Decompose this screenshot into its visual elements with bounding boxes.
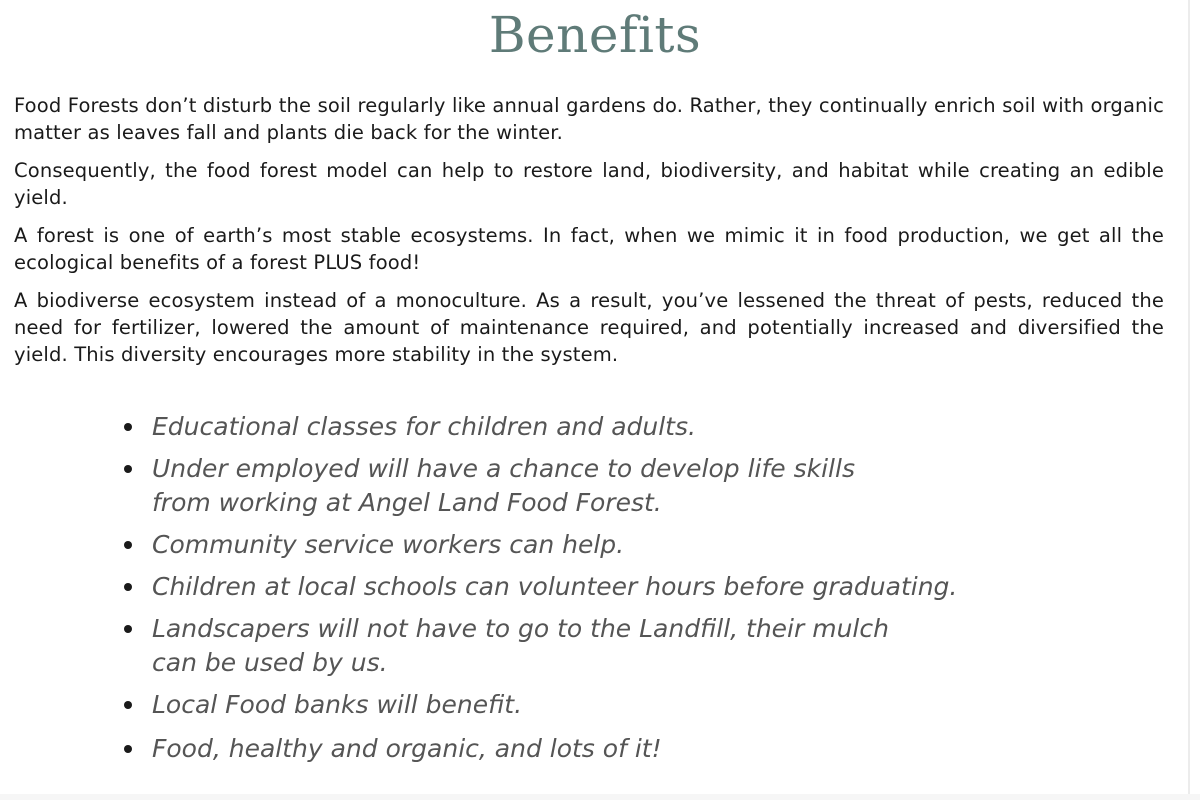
paragraph-soil: Food Forests don’t disturb the soil regularly like annual gardens do. Rather, they continually enrich soil with organic matter as leaves fall and plants die back for the winter. bbox=[14, 94, 1164, 144]
page-bottom-edge bbox=[0, 794, 1200, 800]
list-item bbox=[124, 570, 1164, 604]
list-item-text: Landscapers will not have to go to the Landfill, their mulch bbox=[152, 614, 889, 643]
list-item-text: from working at Angel Land Food Forest. bbox=[152, 488, 662, 517]
list-item bbox=[124, 410, 1164, 444]
list-item-text: Food, healthy and organic, and lots of it! bbox=[152, 734, 662, 763]
benefits-list bbox=[14, 410, 1164, 766]
list-item bbox=[124, 528, 1164, 562]
paragraph-biodiversity: A biodiverse ecosystem instead of a monoculture. As a result, you’ve lessened the threat of pests, reduced the need for fertilizer, lowered the amount of maintenance required, and potentially increased and diversified the yield. This diversity encourages more stability in the system. bbox=[14, 289, 1164, 366]
list-item bbox=[124, 452, 1164, 520]
list-item-text: Community service workers can help. bbox=[152, 530, 625, 559]
list-item-text: Children at local schools can volunteer hours before graduating. bbox=[152, 572, 958, 601]
bullet-icon bbox=[124, 423, 132, 431]
list-item-text: Local Food banks will benefit. bbox=[152, 690, 523, 719]
list-item-text: Educational classes for children and adults. bbox=[152, 412, 696, 441]
paragraph-stable-ecosystem: A forest is one of earth’s most stable ecosystems. In fact, when we mimic it in food production, we get all the ecological benefits of a forest PLUS food! bbox=[14, 224, 1164, 274]
paragraph-restore: Consequently, the food forest model can help to restore land, biodiversity, and habitat while creating an edible yield. bbox=[14, 159, 1164, 209]
intro-paragraphs bbox=[14, 92, 1164, 368]
page-title: Benefits bbox=[488, 6, 702, 64]
bullet-icon bbox=[124, 541, 132, 549]
list-item bbox=[124, 732, 1164, 766]
list-item-text: Under employed will have a chance to develop life skills bbox=[152, 454, 855, 483]
bullet-icon bbox=[124, 465, 132, 473]
list-item-text: can be used by us. bbox=[152, 648, 388, 677]
list-item bbox=[124, 688, 1164, 722]
page-edge-divider bbox=[1188, 0, 1190, 800]
bullet-icon bbox=[124, 745, 132, 753]
list-item bbox=[124, 612, 1164, 680]
bullet-icon bbox=[124, 583, 132, 591]
bullet-icon bbox=[124, 701, 132, 709]
bullet-icon bbox=[124, 625, 132, 633]
